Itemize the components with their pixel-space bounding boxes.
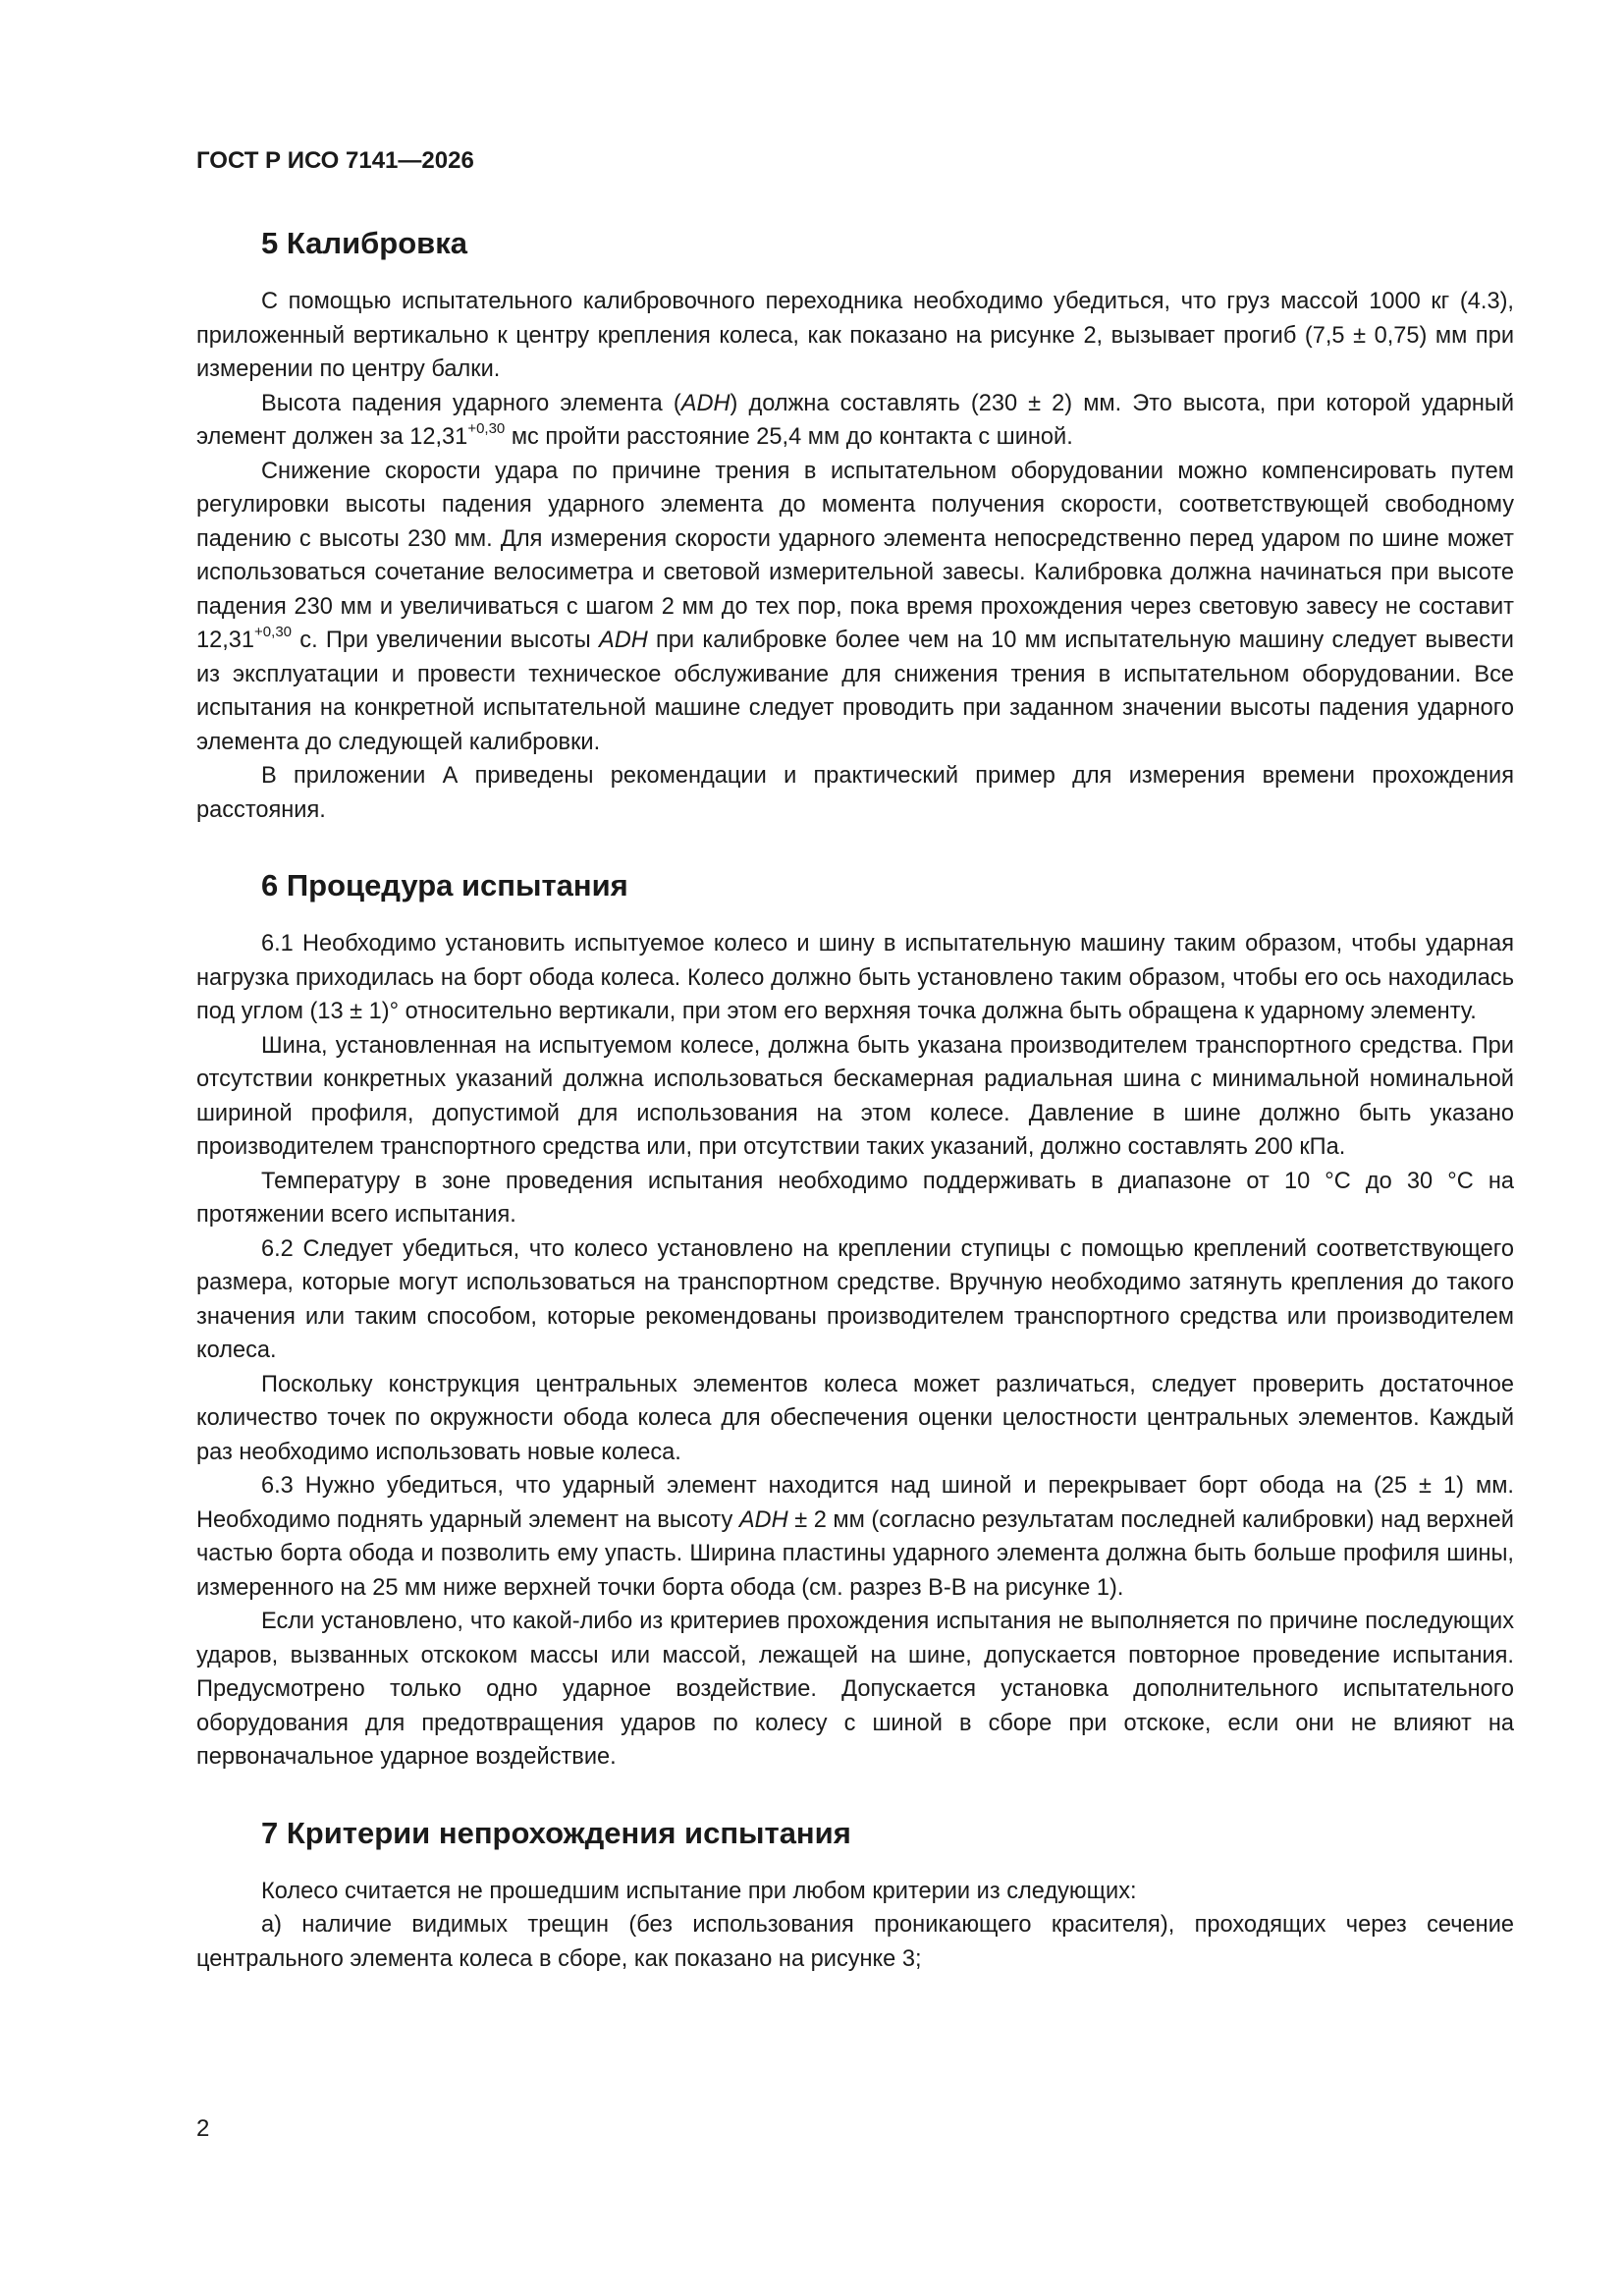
paragraph: Высота падения ударного элемента (ADH) должна составлять (230 ± 2) мм. Это высота, при которой ударный элемент должен за $12,31^{+0,30}$ мс пройти расстояние 25,4 мм до контакта с шиной. bbox=[196, 390, 1515, 450]
paragraph: Колесо считается не прошедшим испытание при любом критерии из следующих: bbox=[261, 1878, 1137, 1904]
section-test-procedure bbox=[196, 866, 1514, 1775]
paragraph: 6.2 Следует убедиться, что колесо установлено на креплении ступицы с помощью креплений соответствующего размера, которые могут использоваться на транспортном средстве. Вручную необходимо затянуть крепления до такого значения или таким способом, которые рекомендованы производителем транспортного средства или производителем колеса. bbox=[196, 1235, 1514, 1363]
section-failure-criteria bbox=[196, 1814, 1514, 1977]
section-calibration bbox=[196, 224, 1514, 827]
paragraph: Снижение скорости удара по причине трения в испытательном оборудовании можно компенсировать путем регулировки высоты падения ударного элемента до момента получения скорости, соответствующей свободному падению с высоты 230 мм. Для измерения скорости ударного элемента непосредственно перед ударом по шине может использоваться сочетание велосиметра и световой измерительной завесы. Калибровка должна начинаться при высоте падения 230 мм и увеличиваться с шагом 2 мм до тех пор, пока время прохождения через световую завесу не составит $12,31^{+0,30}$ с. При увеличении высоты ADH при калибровке более чем на 10 мм испытательную машину следует вывести из эксплуатации и провести техническое обслуживание для снижения трения в испытательном оборудовании. Все испытания на конкретной испытательной машине следует проводить при заданном значении высоты падения ударного элемента до следующей калибровки. bbox=[196, 458, 1514, 755]
paragraph: 6.3 Нужно убедиться, что ударный элемент находится над шиной и перекрывает борт обода на (25 ± 1) мм. Необходимо поднять ударный элемент на высоту ADH ± 2 мм (согласно результатам последней калибровки) над верхней частью борта обода и позволить ему упасть. Ширина пластины ударного элемента должна быть больше профиля шины, измеренного на 25 мм ниже верхней точки борта обода (см. разрез В-В на рисунке 1). bbox=[196, 1473, 1514, 1601]
page-number: 2 bbox=[196, 2115, 210, 2142]
paragraph: 6.1 Необходимо установить испытуемое колесо и шину в испытательную машину таким образом, чтобы ударная нагрузка приходилась на борт обода колеса. Колесо должно быть установлено таким образом, чтобы его ось находилась под углом (13 ± 1)° относительно вертикали, при этом его верхняя точка должна быть обращена к ударному элементу. bbox=[196, 931, 1514, 1024]
list-item: а) наличие видимых трещин (без использования проникающего красителя), проходящих через сечение центрального элемента колеса в сборе, как показано на рисунке 3; bbox=[196, 1912, 1514, 1972]
section-5-title: 5 Калибровка bbox=[261, 226, 467, 260]
document-body bbox=[196, 224, 1514, 1976]
section-6-title: 6 Процедура испытания bbox=[261, 868, 628, 902]
paragraph: Шина, установленная на испытуемом колесе, должна быть указана производителем транспортного средства. При отсутствии конкретных указаний должна использоваться бескамерная радиальная шина с минимальной номинальной шириной профиля, допустимой для использования на этом колесе. Давление в шине должно быть указано производителем транспортного средства или, при отсутствии таких указаний, должно составлять 200 кПа. bbox=[196, 1032, 1514, 1160]
paragraph: В приложении А приведены рекомендации и практический пример для измерения времени прохождения расстояния. bbox=[196, 763, 1514, 823]
section-7-title: 7 Критерии непрохождения испытания bbox=[261, 1815, 851, 1850]
paragraph: Поскольку конструкция центральных элементов колеса может различаться, следует проверить достаточное количество точек по окружности обода колеса для обеспечения оценки целостности центральных элементов. Каждый раз необходимо использовать новые колеса. bbox=[196, 1371, 1514, 1465]
paragraph: Температуру в зоне проведения испытания необходимо поддерживать в диапазоне от 10 °С до 30 °С на протяжении всего испытания. bbox=[196, 1168, 1514, 1228]
paragraph: С помощью испытательного калибровочного переходника необходимо убедиться, что груз массой 1000 кг (4.3), приложенный вертикально к центру крепления колеса, как показано на рисунке 2, вызывает прогиб (7,5 ± 0,75) мм при измерении по центру балки. bbox=[196, 289, 1514, 382]
document-header: ГОСТ Р ИСО 7141—2026 bbox=[196, 147, 474, 174]
paragraph: Если установлено, что какой-либо из критериев прохождения испытания не выполняется по причине последующих ударов, вызванных отскоком массы или массой, лежащей на шине, допускается повторное проведение испытания. Предусмотрено только одно ударное воздействие. Допускается установка дополнительного испытательного оборудования для предотвращения ударов по колесу с шиной в сборе при отскоке, если они не влияют на первоначальное ударное воздействие. bbox=[196, 1609, 1514, 1770]
